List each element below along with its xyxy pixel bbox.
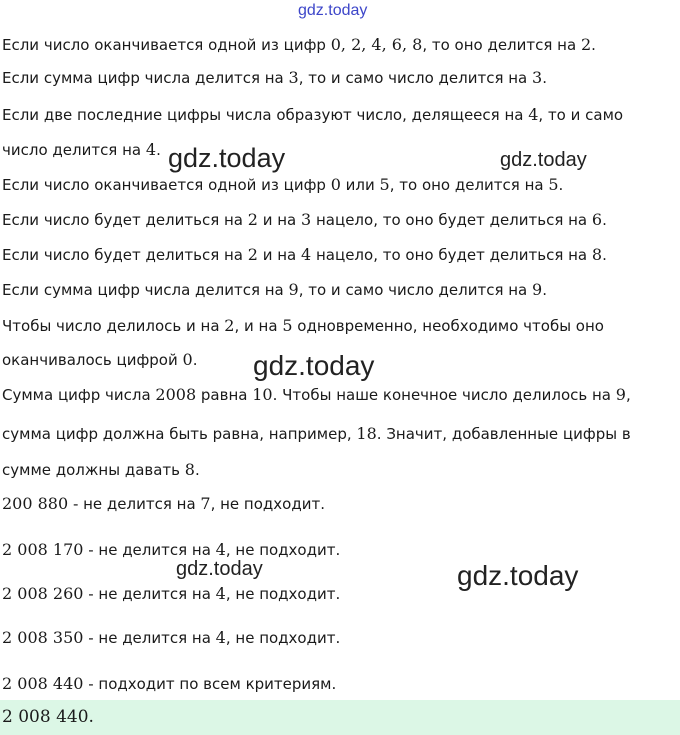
math-number: 5 — [379, 175, 390, 194]
text-run: , то и само число делится на — [298, 69, 533, 87]
text-run: . — [558, 176, 564, 194]
math-number: 8 — [184, 460, 195, 479]
watermark: gdz.today — [253, 350, 375, 381]
math-number: 2 — [224, 316, 235, 335]
text-run: , не подходит. — [210, 495, 325, 513]
text-line — [2, 494, 325, 514]
math-number: 0 — [330, 175, 341, 194]
text-line — [2, 140, 161, 160]
text-run: Если сумма цифр числа делится на — [2, 69, 289, 87]
watermark: gdz.today — [168, 143, 286, 173]
math-number: 2 — [580, 35, 592, 54]
text-line — [2, 540, 340, 560]
math-number: 5 — [548, 175, 559, 194]
text-run: Если две последние цифры числа образуют число, делящееся на — [2, 106, 529, 124]
math-number: 3 — [288, 68, 299, 87]
text-run: . — [602, 211, 607, 229]
text-run: . — [602, 246, 607, 264]
text-run: нацело, то оно будет делиться на — [311, 246, 592, 264]
text-run: Если число оканчивается одной из цифр — [2, 36, 331, 54]
answer-box — [0, 700, 680, 735]
text-line — [2, 35, 596, 55]
text-run: Если число оканчивается одной из цифр — [2, 176, 331, 194]
math-number: 2 — [247, 210, 258, 229]
text-line — [2, 210, 607, 230]
math-number: 9 — [288, 280, 299, 299]
text-run: , не подходит. — [225, 541, 341, 559]
math-number: 4 — [145, 140, 157, 159]
text-line — [2, 105, 623, 125]
math-number: 4 — [215, 584, 226, 603]
text-run: Если число будет делиться на — [2, 246, 248, 264]
text-run: сумме должны давать — [2, 461, 185, 479]
math-number: 2008 — [155, 385, 197, 404]
math-number: 4 — [301, 245, 312, 264]
text-run: - не делится на — [83, 541, 216, 559]
math-number: 4 — [528, 105, 539, 124]
text-run: Чтобы число делилось и на — [2, 317, 225, 335]
text-line — [2, 316, 604, 336]
text-line — [2, 280, 547, 300]
text-line — [2, 584, 340, 604]
text-run: и на — [257, 246, 302, 264]
text-run: , то оно делится на — [389, 176, 549, 194]
text-run: - не делится на — [68, 495, 201, 513]
text-run: . Чтобы наше конечное число делилось на — [272, 386, 616, 404]
text-run: . — [192, 351, 198, 369]
math-number: 2 008 260 — [2, 584, 84, 603]
math-number: 2 008 350 — [2, 628, 84, 647]
math-number: 200 880 — [2, 494, 69, 513]
math-number: 7 — [200, 494, 211, 513]
text-run: . — [542, 281, 547, 299]
answer-value: 2 008 440. — [2, 707, 94, 727]
text-line — [2, 628, 340, 648]
text-run: Если число будет делиться на — [2, 211, 248, 229]
text-line — [2, 350, 197, 370]
text-run: , не подходит. — [225, 585, 341, 603]
text-line — [2, 68, 547, 88]
math-number: 18 — [356, 424, 377, 443]
text-run: и на — [257, 211, 302, 229]
text-run: , то оно делится на — [422, 36, 581, 54]
watermark-top: gdz.today — [298, 2, 368, 19]
text-run: или — [340, 176, 380, 194]
text-run: . — [542, 69, 547, 87]
text-run: Если сумма цифр числа делится на — [2, 281, 289, 299]
text-run: , то и само число делится на — [298, 281, 533, 299]
text-line — [2, 674, 336, 694]
watermark: gdz.today — [500, 149, 587, 171]
text-line — [2, 175, 563, 195]
text-line — [2, 385, 631, 405]
text-line — [2, 460, 200, 480]
math-number: 2 — [247, 245, 258, 264]
math-number: 3 — [301, 210, 312, 229]
text-line — [2, 245, 607, 265]
text-run: . — [591, 36, 596, 54]
text-run: . — [194, 461, 200, 479]
math-number: 3 — [532, 68, 543, 87]
math-number: 2 008 440 — [2, 674, 84, 693]
text-run: - не делится на — [83, 585, 216, 603]
text-run: нацело, то оно будет делиться на — [311, 211, 592, 229]
text-run: , то и само — [538, 106, 624, 124]
text-run: , и на — [234, 317, 283, 335]
math-number: 10 — [252, 385, 273, 404]
math-number: 5 — [282, 316, 293, 335]
math-number: 9 — [532, 280, 543, 299]
text-run: Сумма цифр числа — [2, 386, 156, 404]
math-number: 6 — [591, 210, 603, 229]
math-number: 2 008 170 — [2, 540, 84, 559]
text-run: сумма цифр должна быть равна, например, — [2, 425, 357, 443]
text-run: - не делится на — [83, 629, 216, 647]
math-number: 9 — [615, 385, 626, 404]
text-run: , — [625, 386, 631, 404]
math-number: 0, 2, 4, 6, 8 — [330, 35, 423, 54]
text-run: , не подходит. — [225, 629, 341, 647]
math-number: 0 — [182, 350, 193, 369]
text-run: . — [156, 141, 161, 159]
math-number: 4 — [215, 628, 226, 647]
watermark: gdz.today — [176, 558, 263, 580]
text-run: число делится на — [2, 141, 146, 159]
text-run: одновременно, необходимо чтобы оно — [292, 317, 604, 335]
watermark: gdz.today — [457, 560, 579, 591]
text-run: оканчивалось цифрой — [2, 351, 183, 369]
math-number: 8 — [591, 245, 603, 264]
text-line — [2, 424, 631, 444]
text-run: . Значит, добавленные цифры в — [376, 425, 631, 443]
text-run: равна — [196, 386, 253, 404]
math-number: 4 — [215, 540, 226, 559]
text-run: - подходит по всем критериям. — [83, 675, 337, 693]
